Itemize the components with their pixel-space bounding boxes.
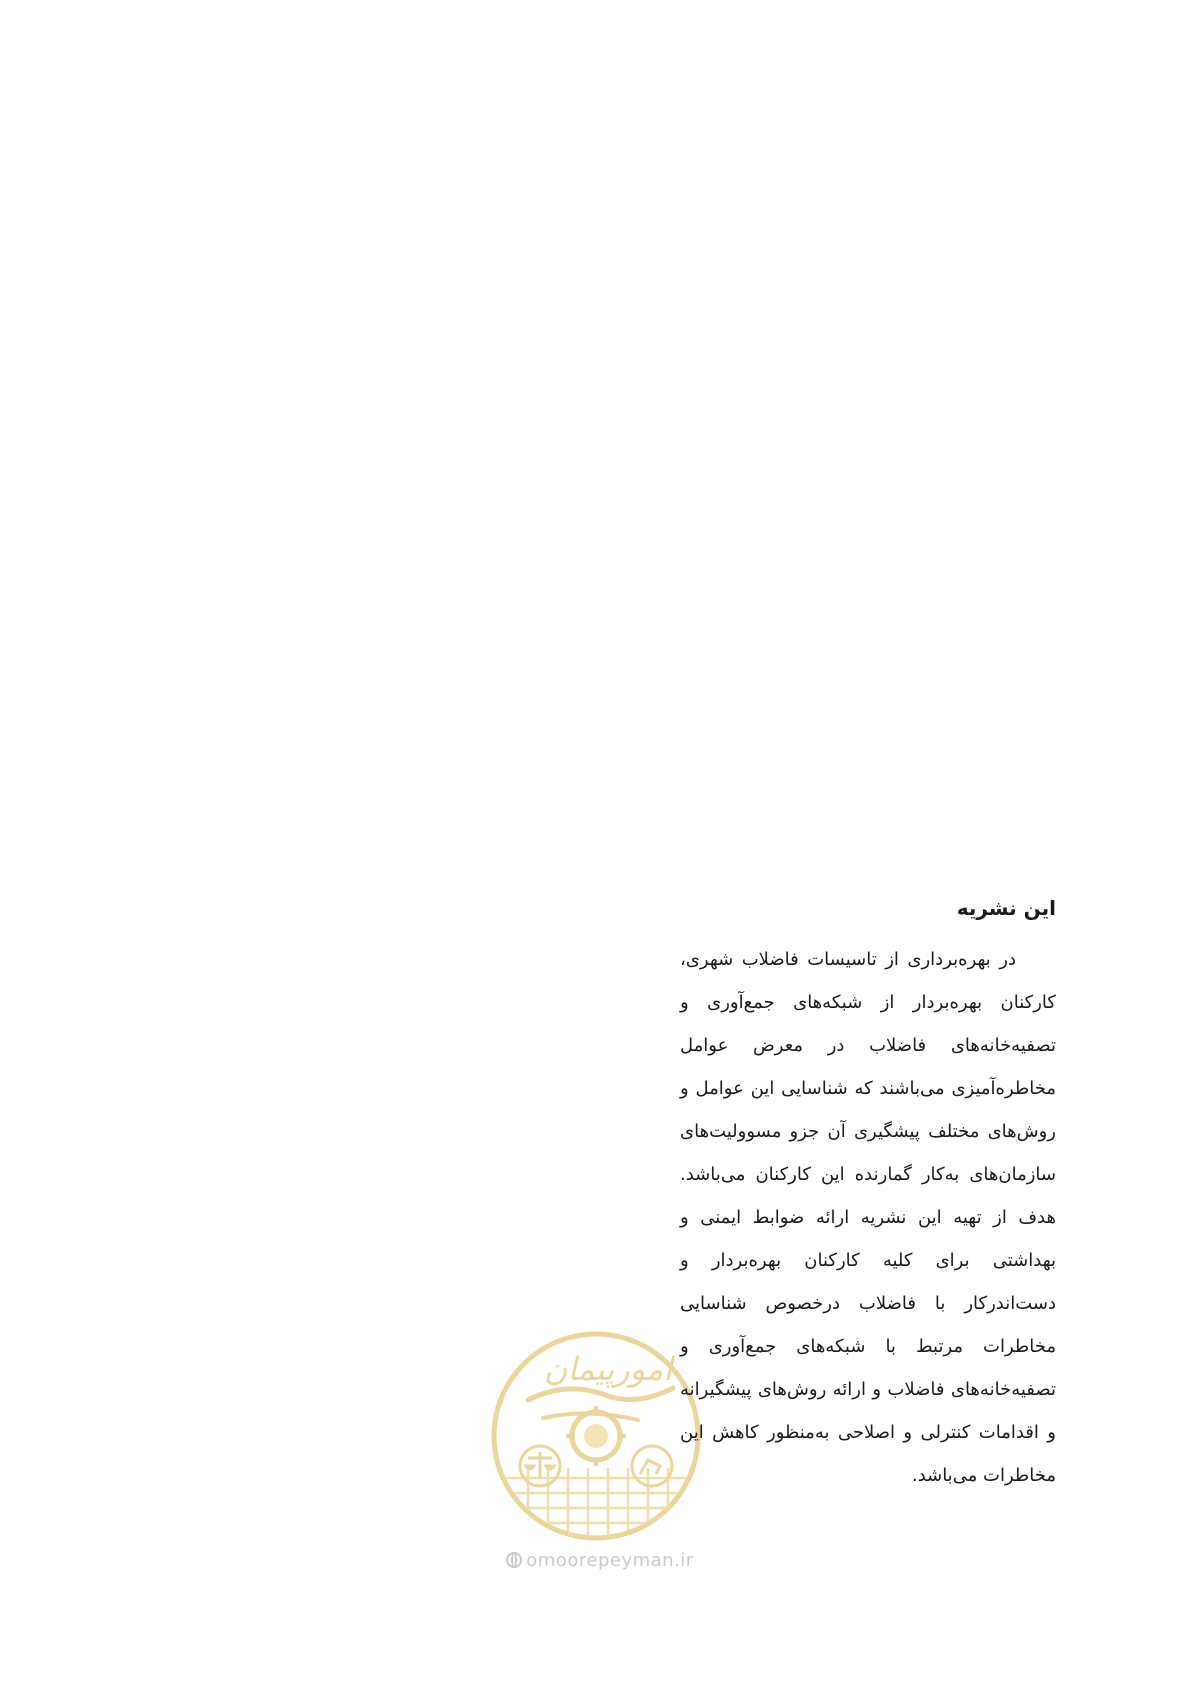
svg-text:امورپیمان: امورپیمان [543, 1350, 673, 1388]
watermark-url [500, 1548, 700, 1572]
excavator-icon [632, 1446, 672, 1486]
watermark-logo [488, 1328, 704, 1544]
watermark-url-text: omoorepeyman.ir [526, 1549, 694, 1571]
globe-icon [506, 1552, 522, 1568]
section-body: در بهره‌برداری از تاسیسات فاضلاب شهری، کارکنان بهره‌بردار از شبکه‌های جمع‌آوری و تصفیه‌خانه‌های فاضلاب در معرض عوامل مخاطره‌آمیزی می‌باشند که شناسایی این عوامل و روش‌های مختلف پیشگیری آن جزو مسوولیت‌های سازمان‌های به‌کار گمارنده این کارکنان می‌باشد. هدف از تهیه این نشریه ارائه ضوابط ایمنی و بهداشتی برای کلیه کارکنان بهره‌بردار و دست‌اندرکار با فاضلاب درخصوص شناسایی مخاطرات مرتبط با شبکه‌های جمع‌آوری و تصفیه‌خانه‌های فاضلاب و ارائه روش‌های پیشگیرانه و اقدامات کنترلی و اصلاحی به‌منظور کاهش این مخاطرات می‌باشد. [680, 949, 1056, 1486]
scales-icon [520, 1446, 560, 1486]
section-heading: این نشریه [956, 896, 1056, 920]
gear-icon [572, 1412, 620, 1460]
article-section [680, 888, 1056, 1497]
